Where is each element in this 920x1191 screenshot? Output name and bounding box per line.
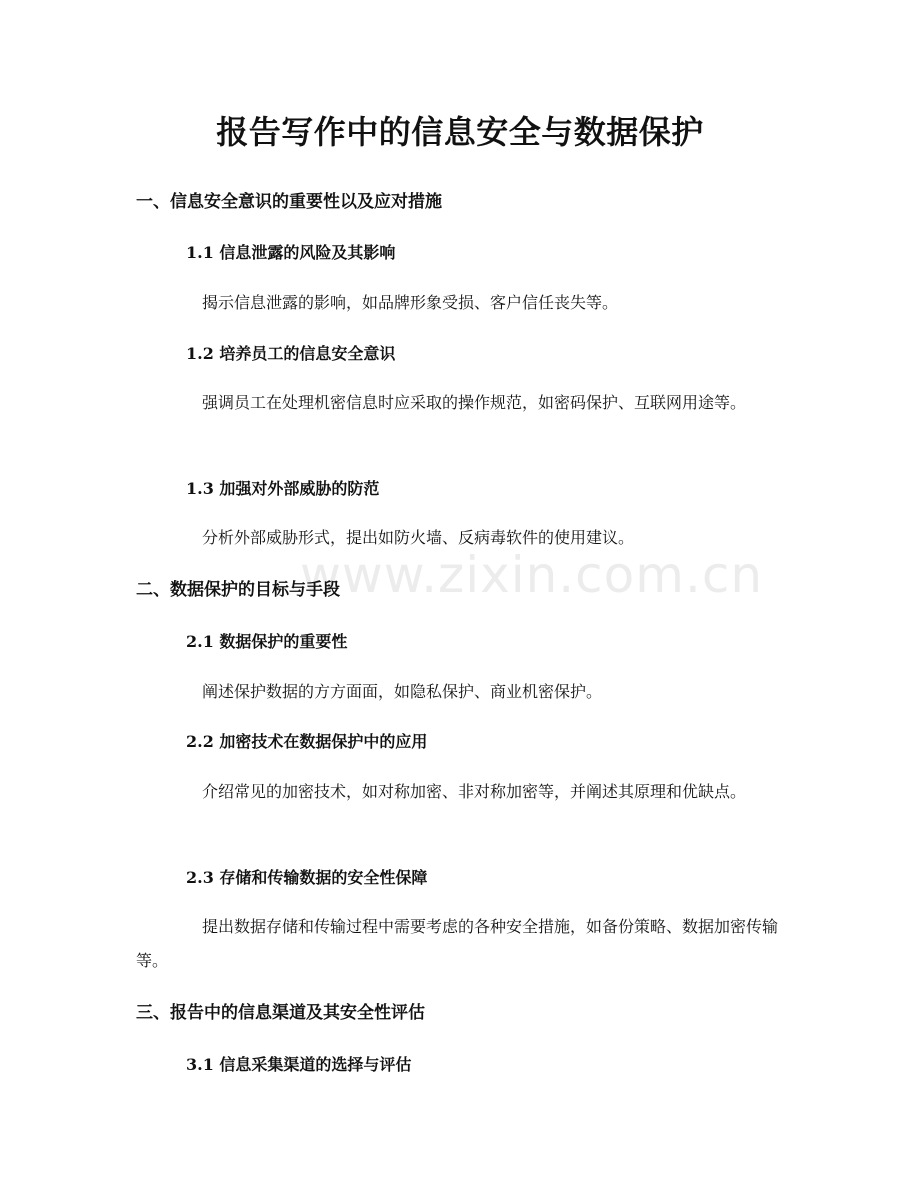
section-heading-3: 三、报告中的信息渠道及其安全性评估 [136, 1003, 425, 1023]
subsection-heading-1-1: 1.1 信息泄露的风险及其影响 [186, 243, 396, 262]
section-heading-2: 二、数据保护的目标与手段 [136, 580, 340, 600]
paragraph-1-1: 揭示信息泄露的影响，如品牌形象受损、客户信任丧失等。 [202, 293, 619, 312]
subsection-heading-2-1: 2.1 数据保护的重要性 [186, 632, 348, 651]
subsection-heading-2-3: 2.3 存储和传输数据的安全性保障 [186, 868, 428, 887]
watermark: www.zixin.com.cn [300, 546, 764, 604]
paragraph-2-2: 介绍常见的加密技术，如对称加密、非对称加密等，并阐述其原理和优缺点。 [202, 782, 747, 801]
subsection-heading-1-2: 1.2 培养员工的信息安全意识 [186, 344, 396, 363]
document-title: 报告写作中的信息安全与数据保护 [216, 113, 704, 151]
paragraph-1-2: 强调员工在处理机密信息时应采取的操作规范，如密码保护、互联网用途等。 [202, 393, 747, 412]
paragraph-2-3: 提出数据存储和传输过程中需要考虑的各种安全措施，如备份策略、数据加密传输等。 [136, 917, 779, 970]
subsection-heading-2-2: 2.2 加密技术在数据保护中的应用 [186, 732, 428, 751]
section-heading-1: 一、信息安全意识的重要性以及应对措施 [136, 192, 442, 212]
subsection-heading-3-1: 3.1 信息采集渠道的选择与评估 [186, 1055, 412, 1074]
subsection-heading-1-3: 1.3 加强对外部威胁的防范 [186, 479, 380, 498]
paragraph-2-1: 阐述保护数据的方方面面，如隐私保护、商业机密保护。 [202, 682, 603, 701]
paragraph-1-3: 分析外部威胁形式，提出如防火墙、反病毒软件的使用建议。 [202, 528, 635, 547]
